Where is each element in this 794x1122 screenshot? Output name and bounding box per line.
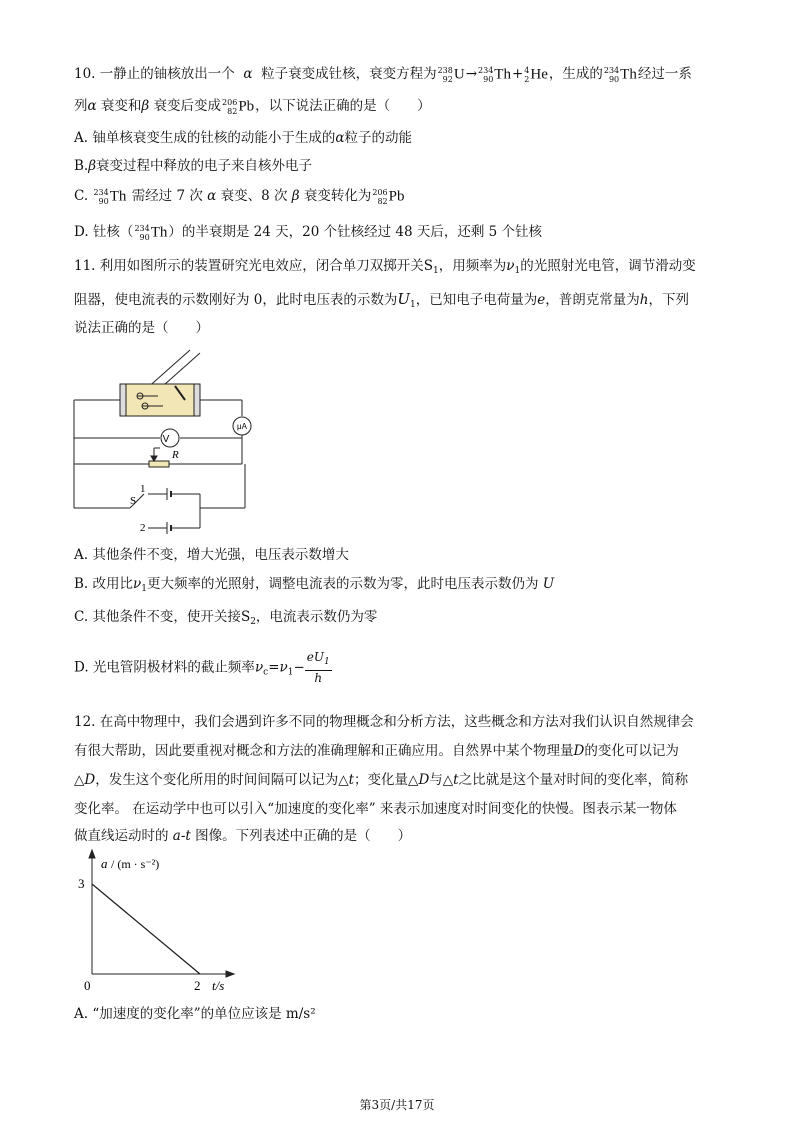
q11-line2: 阻器，使电流表的示数刚好为 0，此时电压表的示数为$U_1$，已知电子电荷量为e，普朗克常量为h，下列 [74, 290, 689, 310]
q12-line4: 变化率。 在运动学中也可以引入“加速度的变化率” 来表示加速度对时间变化的快慢。图表示某一物体 [74, 801, 677, 817]
cutoff-frequency-fraction: $\frac{eU_1}{h}$ [306, 650, 330, 685]
acceleration-line [92, 884, 200, 974]
helium-nuclide: 4 2 He [524, 65, 548, 84]
q10-line2: 列α 衰变和β 衰变后变成 206 82 Pb，以下说法正确的是（ ） [74, 97, 431, 116]
y-tick-3: 3 [78, 876, 85, 891]
switch-label: S [130, 495, 137, 507]
q10-option-b: B.β衰变过程中释放的电子来自核外电子 [74, 158, 313, 174]
rheostat-label: R [172, 449, 179, 461]
lead-nuclide: 206 82 Pb [222, 97, 255, 116]
x-axis-label: t/s [212, 978, 225, 990]
switch-terminal-2: 2 [140, 522, 146, 534]
uranium-nuclide: 238 92 U [437, 65, 465, 84]
thorium-nuclide: 234 90 Th [478, 65, 511, 84]
q11-line1: 11. 利用如图所示的装置研究光电效应，闭合单刀双掷开关$S_1$，用频率为$\nu_1$的光照射光电管，调节滑动变 [74, 258, 696, 276]
q11-line3: 说法正确的是（ ） [74, 320, 209, 336]
q11-option-d: D. 光电管阴极材料的截止频率$\nu_c=\nu_1-$ $\frac{eU_1}{h}$ [74, 650, 330, 685]
q11-option-c: C. 其他条件不变，使开关接$S_2$，电流表示数仍为零 [74, 609, 378, 627]
q10-option-a: A. 铀单核衰变生成的钍核的动能小于生成的α粒子的动能 [74, 130, 412, 146]
x-tick-2: 2 [194, 978, 201, 990]
q12-line2: 有很大帮助，因此要重视对概念和方法的准确理解和正确应用。自然界中某个物理量D的变化可以记为 [74, 743, 679, 759]
q12-line3: △D，发生这个变化所用的时间间隔可以记为△t；变化量△D与△t之比就是这个量对时间的变化率，简称 [74, 772, 689, 788]
q10-option-c: C. 234 90 Th 需经过 7 次 α 衰变、8 次 β 衰变转化为 206 82 Pb [74, 187, 405, 206]
photoelectric-circuit-diagram [60, 340, 270, 540]
origin-label: 0 [84, 978, 91, 990]
voltmeter-label: V [162, 434, 170, 445]
a-t-graph [70, 840, 250, 990]
page-footer: 第3页/共17页 [359, 1098, 435, 1112]
q12-line5: 做直线运动时的 a-t 图像。下列表述中正确的是（ ） [74, 828, 412, 844]
ammeter-label: μA [237, 422, 247, 431]
y-axis-label: a [101, 856, 108, 871]
switch-terminal-1: 1 [140, 483, 146, 495]
q10-line1: 10. 一静止的铀核放出一个 α 粒子衰变成钍核，衰变方程为 238 92 U→ 234 90 Th+ 4 2 He，生成的 234 90 Th经过一系 [74, 65, 692, 84]
y-axis-unit: / (m · s⁻²) [111, 857, 160, 871]
q11-option-a: A. 其他条件不变，增大光强，电压表示数增大 [74, 547, 349, 563]
rheostat [149, 461, 169, 467]
q12-option-a: A. “加速度的变化率”的单位应该是 m/s² [74, 1006, 316, 1022]
q12-line1: 12. 在高中物理中，我们会遇到许多不同的物理概念和分析方法，这些概念和方法对我们认识自然规律会 [74, 714, 694, 730]
q10-option-d: D. 钍核（ 234 90 Th）的半衰期是 24 天，20 个钍核经过 48 天后，还剩 5 个钍核 [74, 223, 543, 242]
q11-option-b: B. 改用比$\nu_1$更大频率的光照射，调整电流表的示数为零，此时电压表示数仍为 U [74, 576, 555, 594]
